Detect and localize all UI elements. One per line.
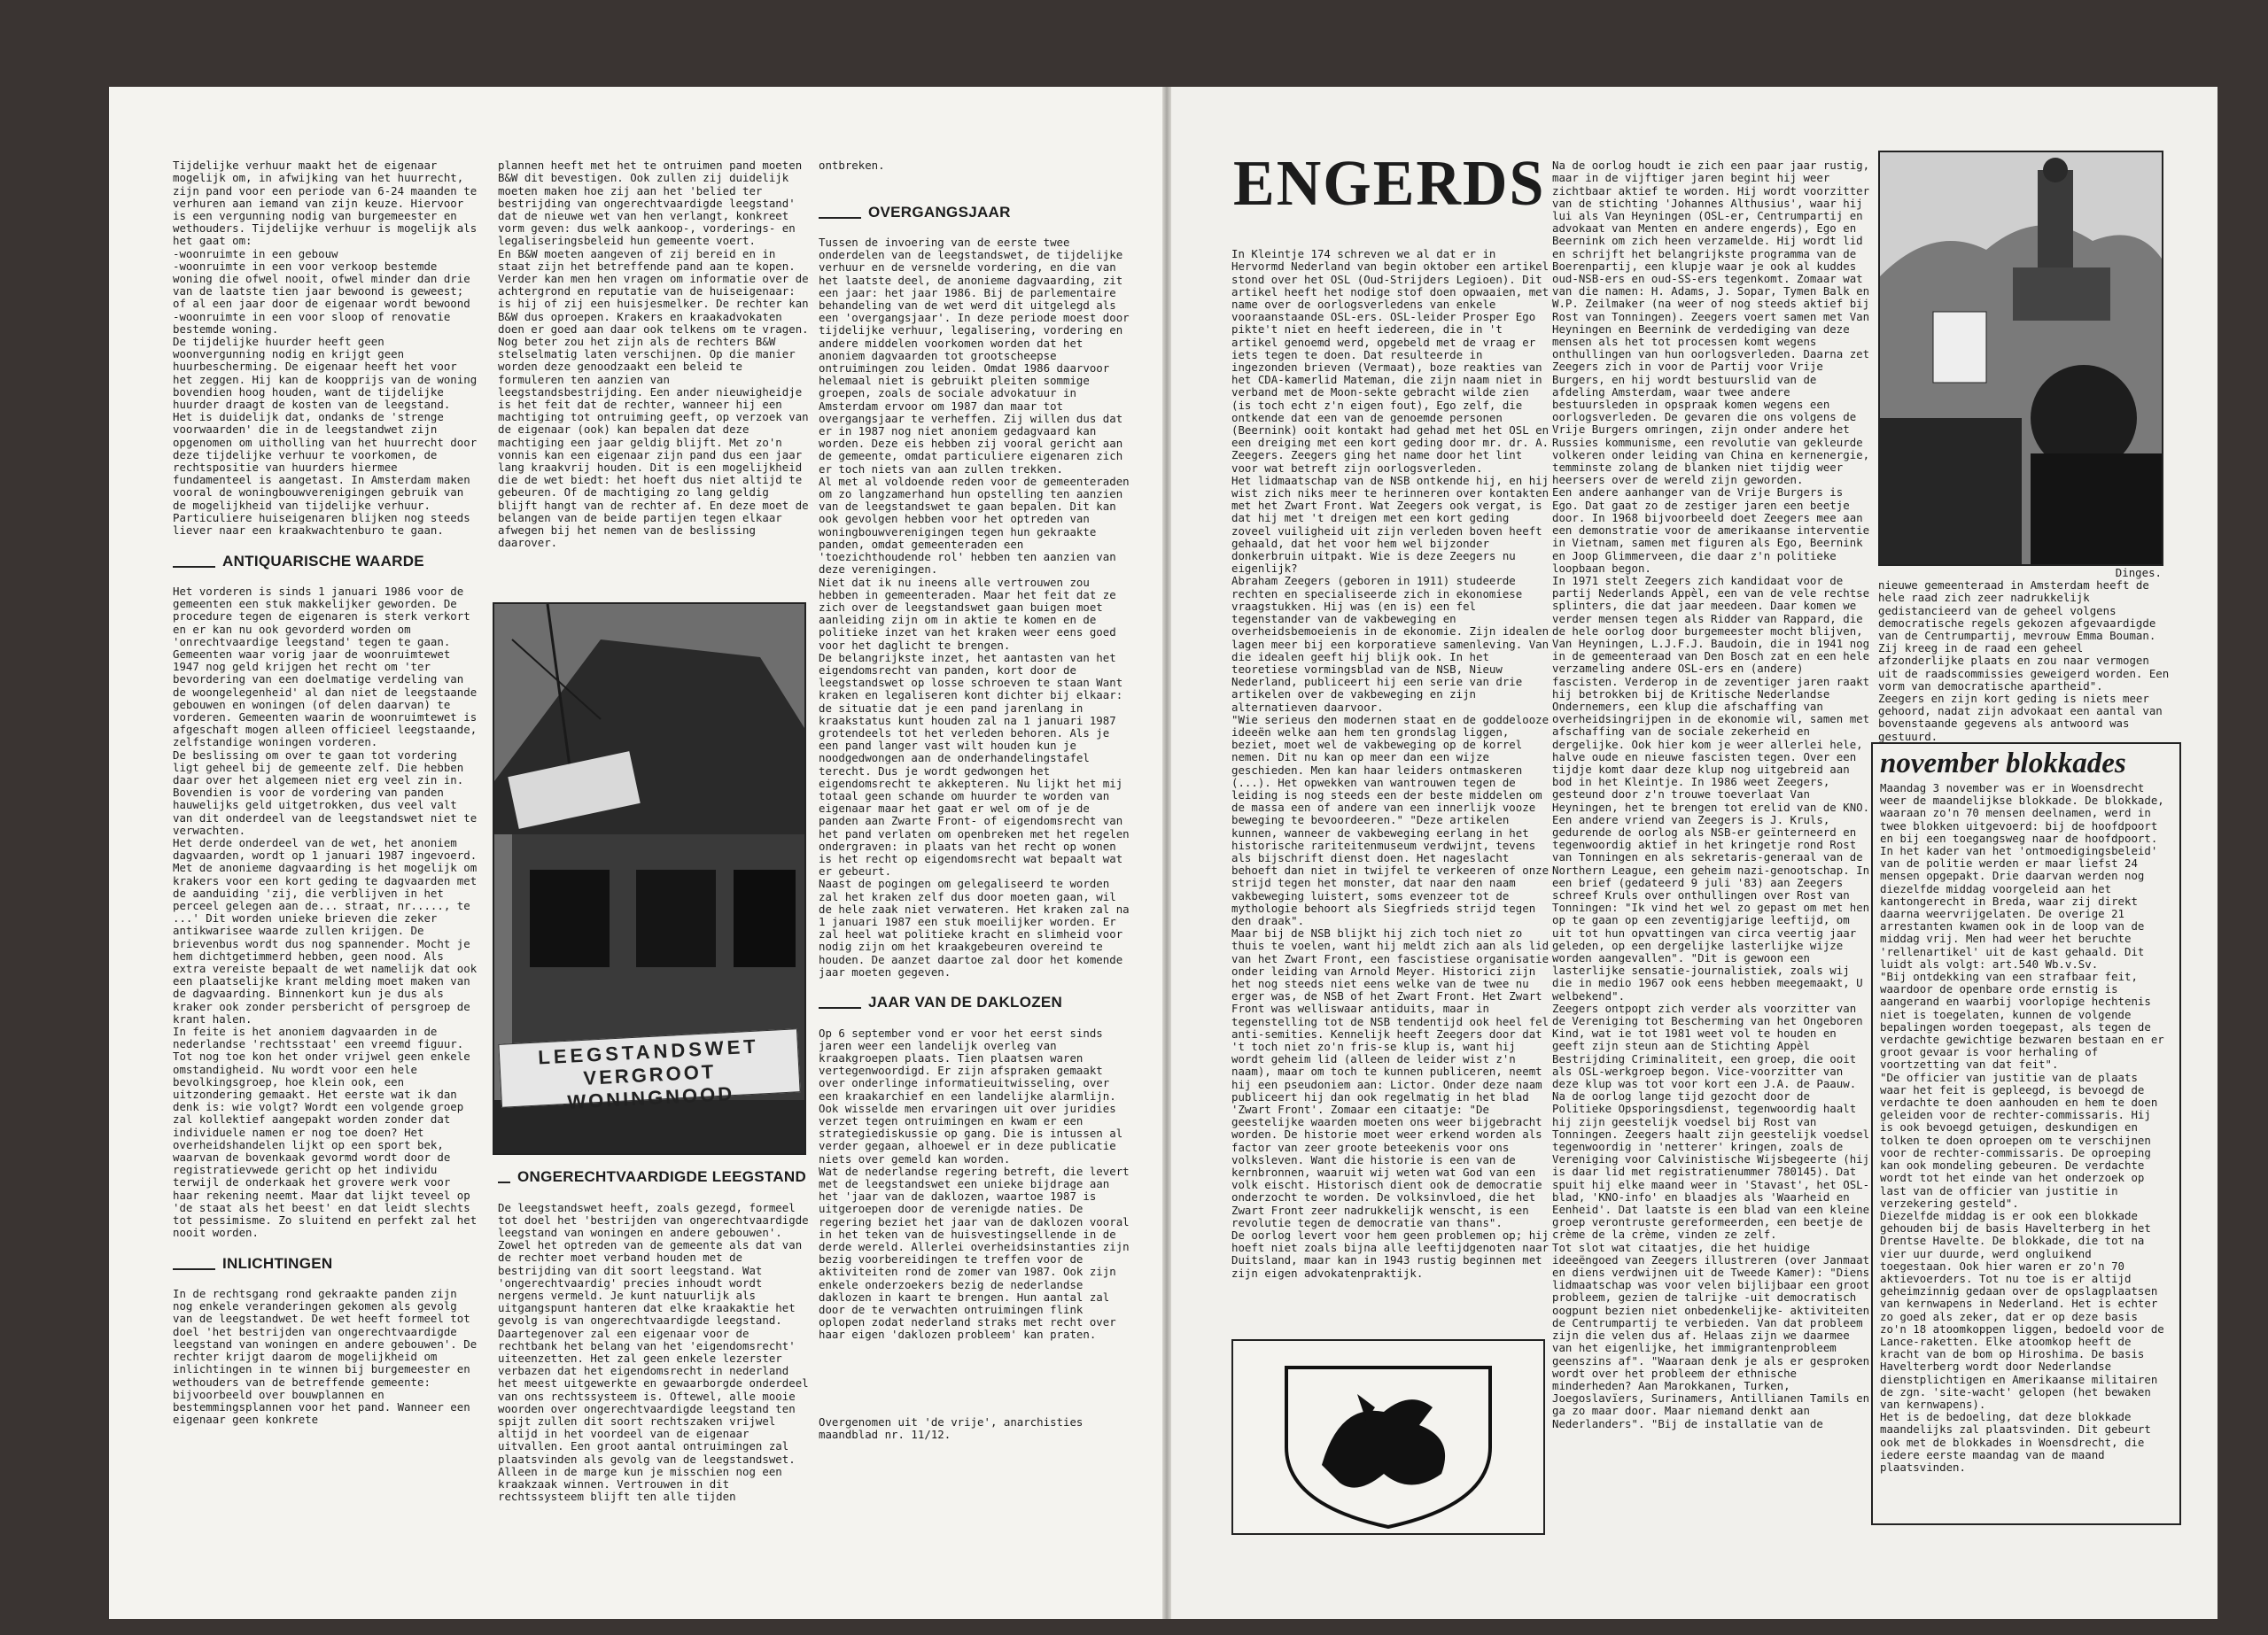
photo-caption: nieuwe gemeenteraad in Amsterdam heeft de hele raad zich zeer nadrukkelijk gedistancieerd van de geheel volgens democratische regels gekozen afgevaardigde van de Centrumpartij, mevrouw Emma Bouman. Zij kreeg in de raad een geheel afzonderlijke plaats en zou naar vermogen uit de raadscommissies geweigerd worden. Een vorm van democratische apartheid". Zeegers en zijn kort geding is niets meer gehoord, nadat zijn advokaat een aantal van bovenstaande gegevens als antwoord was gestuurd. (1878, 578, 2170, 743)
heading-jaar-van-de-daklozen: JAAR VAN DE DAKLOZEN (819, 996, 1130, 1009)
right-column-1 (1231, 236, 1550, 1334)
left-column-3 (819, 147, 1130, 1502)
statue-crowd-illustration (1880, 152, 2162, 564)
intro-text: Tijdelijke verhuur maakt het de eigenaar mogelijk om, in afwijking van het huurrecht, zijn pand voor een periode van 6-24 maanden te verhuren aan iemand van zijn keuze. Hiervoor is een vergunning nodig van burgemeester en wethouders. Tijdelijke verhuur is mogelijk als het gaat om: -woonruimte in een gebouw -woonruimte in een voor verkoop bestemde woning die ofwel nooit, ofwel minder dan drie van de laatste tien jaar bewoond is geweest; of al een jaar door de eigenaar wordt bewoond -woonruimte in een voor sloop of renovatie bestemde woning. De tijdelijke huurder heeft geen woonvergunning nodig en krijgt geen huurbescherming. De eigenaar heeft het voor het zeggen. Hij kan de koopprijs van de woning bovendien hoog houden, want de tijdelijke huurder draagt de kosten van de leegstand. Het is duidelijk dat, ondanks de 'strenge voorwaarden' die in de leegstandwet zijn opgenomen om uitholling van het huurrecht door deze tijdelijke verhuur te voorkomen, de rechtspositie van huurders hiermee fundamenteel is aangetast. In Amsterdam maken vooral de woningbouwverenigingen gebruik van de mogelijkheid van tijdelijke verhuur. Particuliere huiseigenaren blijken nog steeds liever naar een kraakwachtenburo te gaan. (173, 159, 478, 538)
heading-inlichtingen: INLICHTINGEN (173, 1258, 483, 1270)
source-note: Overgenomen uit 'de vrije', anarchisties maandblad nr. 11/12. (819, 1414, 1084, 1442)
left-column-2-bottom (498, 1158, 812, 1548)
engerds-masthead: ENGERDS (1233, 148, 1546, 220)
box-text: Maandag 3 november was er in Woensdrecht weer de maandelijkse blokkade. De blokkade, waaraan zo'n 70 mensen deelnamen, werd in twee blokken uitgevoerd: bij de hoofdpoort en bij een toegangsweg naar de hoofdpoort. In het kader van het 'ontmoedigingsbeleid' van de politie werden er maar liefst 24 mensen opgepakt. Drie daarvan werden nog diezelfde middag voorgeleid aan het kantongerecht in Breda, waar zij direkt daarna weervrijgelaten. De overige 21 arrestanten kwamen ook in de loop van de middag vrij. Men had weer het beruchte 'rellenartikel' uit de kast gehaald. Dit luidt als volgt: art.540 Wb.v.Sv. "Bij ontdekking van een strafbaar feit, waardoor de openbare orde ernstig is aangerand en waarbij voorlopige hechtenis niet is toegelaten, kunnen de volgende bepalingen worden toegepast, als tegen de verdachte gewichtige bezwaren bestaan en er groot gevaar is voor herhaling of voortzetting van dat feit". "De officier van justitie van de plaats waar het feit is gepleegd, is bevoegd de verdachte te doen aanhouden en hem te doen geleiden voor de rechter-commissaris. Hij is ook bevoegd getuigen, deskundigen en tolken te doen oproepen om te verschijnen voor de rechter-commissaris. De oproeping kan ook mondeling gebeuren. De verdachte wordt tot het einde van het onderzoek op last van de officier van justitie in verzekering gesteld". Diezelfde middag is er ook een blokkade gehouden bij de basis Havelterberg in het Drentse Havelte. De blokkade, die tot na vier uur duurde, werd ongluikend toegestaan. Ook hier waren er zo'n 70 aktievoerders. Tot nu toe is er altijd geheimzinnig gedaan over de opslagplaatsen van kernwapens in Nederland. Het is echter zo goed als zeker, dat er op deze basis zo'n 18 atoomkoppen liggen, bedoeld voor de Lance-raketten. Elke atoomkop heeft de kracht van de bom op Hiroshima. De basis Havelterberg wordt door Nederlandse dienstplichtigen en Amerikaanse militairen de zgn. 'site-wacht' gelopen (het bewaken van kernwapens). Het is de bedoeling, dat deze blokkade maandelijks zal plaatsvinden. Dit gebeurt ook met de blokkades in Woensdrecht, die iedere eerste maandag van de maand plaatsvinden. (1880, 781, 2164, 1474)
demonstration-photo (1878, 151, 2163, 566)
daklozen-text: Op 6 september vond er voor het eerst sinds jaren weer een landelijk overleg van kraakgroepen plaats. Tien plaatsen waren vertegenwoordigd. Er zijn afspraken gemaakt over onderlinge informatieuitwisseling, over een kraakarchief en een landelijke alarmlijn. Ook wisselde men ervaringen uit over juridies verzet tegen ontruimingen en kwam er een strategiediskussie op gang. Die is intussen al verder gegaan, alhoewel er in deze publicatie niets over gemeld kan worden. Wat de nederlandse regering betreft, die levert met de leegstandswet een unieke bijdrage aan het 'jaar van de daklozen, waartoe 1987 is uitgeroepen door de verenigde naties. De regering beziet het jaar van de daklozen vooral in het teken van de huisvestingsellende in de derde wereld. Allerlei overheidsinstanties zijn bezig voorbereidingen te treffen voor de aktiviteiten rond de zomer van 1987. Ook zijn enkele onderzoekers bezig de nederlandse daklozen in kaart te brengen. Hun aantal zal door de te verwachten ontruimingen flink oplopen zodat nederland straks met recht over haar eigen 'daklozen probleem' kan praten. (819, 1026, 1130, 1342)
protest-banner: LEEGSTANDSWET VERGROOT WONINGNOOD (498, 1028, 800, 1108)
heading-overgangsjaar: OVERGANGSJAAR (819, 206, 1130, 219)
inlichtingen-text: In de rechtsgang rond gekraakte panden zijn nog enkele veranderingen gekomen als gevolg van de leegstandwet. De wet heeft formeel tot doel 'het bestrijden van ongerechtvaardigde leegstand van woningen en andere gebouwen'. De rechter krijgt daarom de mogelijkheid om inlichtingen in te winnen bij burgemeester en wethouders van de betreffende gemeente: bijvoorbeeld over bouwplannen en bestemmingsplannen voor het pand. Wanneer een eigenaar geen konkrete (173, 1287, 478, 1427)
heading-ongerechtvaardigde-leegstand: ONGERECHTVAARDIGDE LEEGSTAND (498, 1171, 812, 1183)
col3-top-text: ontbreken. (819, 159, 885, 173)
left-column-2-top (498, 147, 812, 590)
right-column-2 (1552, 147, 1873, 1529)
col2-top-text: plannen heeft met het te ontruimen pand moeten B&W dit bevestigen. Ook zullen zij duidelijk moeten maken hoe zij aan het 'belied ter bestrijding van ongerechtvaardigde leegstand' dat de nieuwe wet van hen verlangt, konkreet vorm geven: dus welk aankoop-, vorderings- en legaliseringsbeleid hun gemeente voert. En B&W moeten aangeven of zij bereid en in staat zijn het betreffende pand aan te kopen. Verder kan men hen vragen om informatie over de achtergrond en reputatie van de huiseigenaar: is hij of zij een huisjesmelker. De rechter kan B&W dus oproepen. Krakers en kraakadvokaten doen er goed aan daar ook telkens om te vragen. Nog beter zou het zijn als de rechters B&W stelselmatig laten verschijnen. Op die manier worden deze genoodzaakt een beleid te formuleren ten aanzien van leegstandsbestrijding. Een ander nieuwigheidje is het feit dat de rechter, wanneer hij een machtiging tot ontruiming geeft, op verzoek van de eigenaar (ook) kan bepalen dat deze machtiging een jaar geldig blijft. Met zo'n vonnis kan een eigenaar zijn pand dus een jaar lang kraakvrij houden. Dit is een mogelijkheid die de wet biedt: het hoeft dus niet altijd te gebeuren. Of de machtiging zo lang geldig blijft hangt van de rechter af. En deze moet de belangen van de beide partijen tegen elkaar afwegen bij het nemen van de beslissing daarover. (498, 159, 809, 550)
left-column-1 (173, 147, 483, 1427)
author-signature: Dinges. (2115, 566, 2162, 579)
heading-antiquarische-waarde: ANTIQUARISCHE WAARDE (173, 555, 483, 568)
overgangsjaar-text: Tussen de invoering van de eerste twee onderdelen van de leegstandswet, de tijdelijke verhuur en de versnelde vordering, en die van het laatste deel, de anonieme dagvaarding, zit een jaar: het jaar 1986. Bij de parlementaire behandeling van de wet werd dit uitgelegd als een 'overgangsjaar'. In deze periode moest door tijdelijke verhuur, legalisering, vordering en andere middelen voorkomen worden dat het anoniem dagvaarden tot grootscheepse ontruimingen zou leiden. Omdat 1986 daarvoor helemaal niet is gebruikt pleiten sommige groepen, zoals de sociale advokatuur in Amsterdam ervoor om 1987 dan maar tot overgangsjaar te verheffen. Zij willen dus dat er in 1987 nog niet anoniem gedagvaard kan worden. Deze eis hebben zij vooral gericht aan de gemeente, omdat particuliere eigenaren zich er toch niets van aan zullen trekken. Al met al voldoende reden voor de gemeenteraden om zo langzamerhand hun opstelling ten aanzien van de leegstandswet te gaan bepalen. Dit kan ook gevolgen hebben voor het optreden van woningbouwverenigingen tegen hun gekraakte panden, omdat gemeenteraden een 'toezichthoudende rol' hebben ten aanzien van deze verenigingen. Niet dat ik nu ineens alle vertrouwen zou hebben in gemeenteraden. Maar het feit dat ze zich over de leegstandswet gaan buigen moet aanleiding zijn om in aktie te komen en de politieke inzet van het kraken weer eens goed voor het daglicht te brengen. De belangrijkste inzet, het aantasten van het eigendomsrecht van panden, kort door de leegstandswet op losse schroeven te staan Want kraken en legaliseren kont dichter bij elkaar: de situatie dat je een pand jarenlang in kraakstatus kunt houden zal na 1 januari 1987 grotendeels tot het verleden behoren. Als je een pand langer vast wilt houden kun je noodgedwongen aan de onderhandelingstafel terecht. Dus je wordt gedwongen het eigendomsrecht te akkepteren. Nu lijkt het mij totaal geen schande om huurder te worden van eigenaar maar het gaat er wel om of je de panden aan Zwarte Front- of eigendomsrecht van het pand verlaten om openbreken met het regelen ondergraven: in plaats van het recht op wonen is het recht op eigendomsrecht wat bepaalt wat er gebeurt. Naast de pogingen om gelegaliseerd te worden zal het kraken zelf dus door moeten gaan, wil de hele zaak niet verwateren. Het kraken zal na 1 januari 1987 een stuk moeilijker worden. Er zal heel wat politieke kracht en slimheid voor nodig zijn om het kraakgebeuren overeind te houden. De aanzet daartoe zal door het komende jaar moeten gegeven. (819, 236, 1130, 979)
box-title: november blokkades (1880, 748, 2126, 779)
squat-photo (493, 602, 806, 1155)
ongerechtvaardigde-text: De leegstandswet heeft, zoals gezegd, formeel tot doel het 'bestrijden van ongerechtvaardigde leegstand van woningen en andere gebouwen'. Zowel het optreden van de gemeente als dat van de rechter moet verband houden met de bestrijding van dit soort leegstand. Wat 'ongerechtvaardig' precies inhoudt wordt nergens vermeld. Je kunt natuurlijk als uitgangspunt hanteren dat elke kraakaktie het gevolg is van ongerechtvaardigde leegstand. Daartegenover zal een eigenaar voor de rechtbank het belang van het 'eigendomsrecht' uiteenzetten. Het zal geen enkele lezerster verbazen dat het eigendomsrecht in nederland het meest uitgewerkte en gewaarborgde onderdeel van ons rechtssysteem is. Oftewel, alle mooie woorden over ongerechtvaardigde leegstand ten spijt zullen dit soort rechtszaken vrijwel altijd in het voordeel van de eigenaar uitvallen. Een groot aantal ontruimingen zal plaatsvinden als gevolg van de leegstandswet. Alleen in de marge kun je misschien nog een kraakzaak winnen. Vertrouwen in dit rechtssysteem blijft ten alle tijden (498, 1200, 809, 1504)
center-fold (1162, 87, 1171, 1619)
lion-shield-icon (1233, 1341, 1543, 1533)
antiquarische-text: Het vorderen is sinds 1 januari 1986 voor de gemeenten een stuk makkelijker geworden. De procedure tegen de eigenaren is sterk verkort en er kan nu ook gevorderd worden om 'onrechtvaardige leegstand' tegen te gaan. Gemeenten waar vorig jaar de woonruimtewet 1947 nog geld krijgen het recht om 'ter bevordering van een doelmatige verdeling van de woongelegenheid' al dan niet de leegstaande gebouwen en woningen (of delen daarvan) te vorderen. Gemeenten waarin de woonruimtewet is afgeschaft mogen alleen officieel leegstaande, zelfstandige woningen vorderen. De beslissing om over te gaan tot vordering ligt geheel bij de gemeente zelf. Die hebben daar over het algemeen niet erg veel zin in. Bovendien is voor de vordering van panden hauwelijks geld uitgetrokken, dus veel valt van dit onderdeel van de leegstandswet niet te verwachten. Het derde onderdeel van de wet, het anoniem dagvaarden, wordt op 1 januari 1987 ingevoerd. Met de anonieme dagvaarding is het mogelijk om krakers voor een kort geding te dagvaarden met de aanduiding 'zij, die verblijven in het perceel gelegen aan de... straat, nr....., te ...' Dit worden unieke brieven die zeker antikwarisee waarde zullen krijgen. De brievenbus wordt dus nog spannender. Mocht je hem dichtgetimmerd hebben, geen nood. Als extra vereiste bepaalt de wet namelijk dat ook een plaatselijke krant melding moet maken van de dagvaarding. Binnenkort kun je dus als kraker ook zonder persbericht of persgroep de krant halen. In feite is het anoniem dagvaarden in de nederlandse 'rechtsstaat' een vreemd figuur. Tot nog toe kon het onder vrijwel geen enkele omstandigheid. Nu wordt voor een hele bevolkingsgroep, hoe klein ook, een uitzondering gemaakt. Het eerste wat ik dan denk is: wie volgt? Wordt een volgende groep zal kollektief aangepakt worden zonder dat individuele namen er nog toe doen? Het overheidshandelen lijkt op een sport bek, waarvan de bovenkaak gevormd wordt door de registratievwede gericht op het individu terwijl de onderkaak het grovere werk voor haar rekening neemt. Maar dat lijkt teveel op 'de staat als het beest' en dat leidt slechts tot pessimisme. Zo sluitend en perfekt zal het nooit worden. (173, 584, 478, 1240)
november-blokkades-box (1871, 742, 2181, 1525)
emblem-box (1231, 1339, 1545, 1535)
engerds-text: In Kleintje 174 schreven we al dat er in Hervormd Nederland van begin oktober een artikel stond over het OSL (Oud-Strijders Legioen). Dit artikel heeft het nodige stof doen opwaaien, met name over de oorlogsverledens van enkele vooraanstaande OSL-ers. OSL-leider Prosper Ego pikte't niet en heeft iedereen, die in 't artikel genoemd werd, opgebeld met de vraag er iets tegen te doen. Dat resulteerde in ingezonden brieven (Vermaat), boze reakties van het CDA-kamerlid Mateman, die zijn naam niet in verband met de Moon-sekte gebracht wilde zien (is toch echt z'n eigen fout), Ego zelf, die ontkende dat een van de genoemde personen (Beernink) ooit kontakt had gehad met het OSL en een dreiging met een kort geding door mr. dr. A. Zeegers. Zeegers ging het name door het lint voor wat betreft zijn oorlogsverleden. Het lidmaatschap van de NSB ontkende hij, en hij wist zich niks meer te herinneren over kontakten met het Zwart Front. Wat Zeegers ook vergat, is dat hij met 't dreigen met een kort geding zoveel vuiligheid uit zijn verleden boven heeft gehaald, dat het voor hem wel bijzonder donkerbruin uitpakt. Wie is deze Zeegers nu eigenlijk? Abraham Zeegers (geboren in 1911) studeerde rechten en specialiseerde zich in ekonomiese vraagstukken. Hij was (en is) een fel tegenstander van de vakbeweging en overheidsbemoeienis in de ekonomie. Zijn idealen lagen meer bij een korporatieve samenleving. Van die idealen geeft hij blijk ook. In het teoretiese vormingsblad van de NSB, Nieuw Nederland, publiceert hij een serie van drie artikelen over de vakbeweging en zijn alternatieven daarvoor. "Wie serieus den modernen staat en de goddelooze ideeën welke aan hem ten grondslag liggen, beziet, moet wel de vakbeweging op de korrel nemen. Dit nu kan op meer dan een wijze geschieden. Men kan haar leiders ontmaskeren (...). Het opwekken van wantrouwen tegen de leiding is nog steeds een der beste middelen om de massa een of andere van een innerlijk vooze beweging te bevoordeeren." "Deze artikelen kunnen, wanneer de vakbeweging eerlang in het historische rariteitenmuseum verdwijnt, tevens als bijschrift dienst doen. Het nageslacht behoeft dan niet in twijfel te verkeeren of onze strijd tegen het monster, dat naar den naam vakbeweging luistert, soms evenzeer tot de mythologie behoort als Siegfrieds strijd tegen den draak". Maar bij de NSB blijkt hij zich toch niet zo thuis te voelen, want hij meldt zich aan als lid van het Zwart Front, een fascistiese organisatie onder leiding van Arnold Meyer. Historici zijn het nog steeds niet eens welke van de twee nu erger was, de NSB of het Zwart Front. Het Zwart Front was welliswaar antiduits, maar in tegenstelling tot de NSB tendentijd ook heel fel anti-semities. Kennelijk heeft Zeegers door dat 't toch niet zo'n fris-se klup is, want hij wordt geheim lid (alleen de leider wist z'n naam), maar om toch te kunnen publiceren, neemt hij een pseudoniem aan: Lictor. Onder deze naam publiceert hij dan ook regelmatig in het blad 'Zwart Front'. Zomaar een citaatje: "De geestelijke waarden moeten ons weer bijgebracht worden. De historie moet weer erkend worden als factor van zeer groote beteekenis voor ons volksleven. Want die historie is een van de kernbronnen, waaruit wij weten wat God van een volk eischt. Historisch dient ook de democratie onderzocht te worden. De volksinvloed, die het Zwart Front zeer nadrukkelijk wenscht, is een revolutie tegen de democratie van thans". De oorlog levert voor hem geen problemen op; hij hoeft niet zoals bijna alle leeftijdgenoten naar Duitsland, maar kan in 1943 rustig beginnen met zijn eigen advokatenpraktijk. (1231, 247, 1550, 1280)
engerds-continued-text: Na de oorlog houdt ie zich een paar jaar rustig, maar in de vijftiger jaren begint hij weer zichtbaar aktief te worden. Hij wordt voorzitter van de stichting 'Johannes Althusius', waar hij lui als Van Heyningen (OSL-er, Centrumpartij en advokaat van Menten en andere engerds), Ego en Beernink om zich heen verzamelde. Hij wordt lid en schrijft het belangrijkste programma van de Boerenpartij, een klupje waar je ook al kuddes oud-NSB-ers en oud-SS-ers tegenkomt. Zomaar wat van die namen: H. Adams, J. Sopar, Tymen Balk en W.P. Zeilmaker (na weer of nog steeds aktief bij Rost van Tonningen). Zeegers voert samen met Van Heyningen en Beernink de verdediging van deze mensen als het tot processen komt wegens onthullingen van hun oorlogsverleden. Daarna zet Zeegers zich in voor de Partij voor Vrije Burgers, en hij wordt bestuurslid van de afdeling Amsterdam, waar twee andere bestuursleden in opspraak komen wegens een oorlogsverleden. De gevaren die ons volgens de Vrije Burgers omringen, zijn onder andere het Russies kommunisme, een revolutie van gekleurde volkeren onder leiding van China en kernenergie, temminste zolang de blanken niet tijdig weer heersers over de wereld zijn geworden. Een andere aanhanger van de Vrije Burgers is Ego. Dat gaat zo de zestiger jaren een beetje door. In 1968 bijvoorbeeld doet Zeegers mee aan een demonstratie voor de amerikaanse interventie in Vietnam, samen met figuren als Ego, Beernink en Joop Glimmerveen, die daar z'n politieke loopbaan begon. In 1971 stelt Zeegers zich kandidaat voor de partij Nederlands Appèl, een van de vele rechtse splinters, die dat jaar meedeen. Daar komen we verder mensen tegen als Ridder van Rappard, die de hele oorlog door burgemeester mocht blijven, Van Heyningen, L.J.F.J. Baudoin, die in 1941 nog in de gemeenteraad van Den Bosch zat en een hele verzameling andere OSL-ers en (andere) fascisten. Verderop in de zeventiger jaren raakt hij betrokken bij de Kritische Nederlandse Ondernemers, een klup die afschaffing van overheidsingrijpen in de ekonomie wil, samen met afschaffing van de sociale zekerheid en dergelijke. Ook hier kom je weer allerlei hele, halve oude en nieuwe fascisten tegen. Over een tijdje komt daar deze klup nog uitgebreid aan bod in het Kleintje. In 1986 weet Zeegers, gesteund door z'n trouwe toeverlaat Van Heyningen, het te brengen tot erelid van de KNO. Een andere vriend van Zeegers is J. Kruls, gedurende de oorlog als NSB-er geïnterneerd en tegenwoordig aktief in het kringetje rond Rost van Tonningen en als sekretaris-generaal van de Northern League, een geheim nazi-genootschap. In een brief (gedateerd 9 juli '83) aan Zeegers schreef Kruls over onthullingen over Rost van Tonningen: "Ik vind het wel zo gepast om met hen op te gaan op een zeventigjarige leeftijd, om uit tot hun opvattingen van circa veertig jaar geleden, op een dergelijke lasterlijke wijze worden aangevallen". "Dit is gewoon een lasterlijke sensatie-journalistiek, zoals wij die in medio 1967 ook eens hebben meegemaakt, U welbekend". Zeegers ontpopt zich verder als voorzitter van de Vereniging tot Bescherming van het Ongeboren Kind, wat ie tot 1981 weet vol te houden en geeft zijn steun aan de Stichting Appèl Bestrijding Criminaliteit, een groep, die ooit als OSL-werkgroep begon. Vice-voorzitter van deze klup was tot voor kort een J.A. de Paauw. Na de oorlog lange tijd gezocht door de Politieke Opsporingsdienst, tegenwoordig haalt hij zijn geestelijk voedsel bij Rost van Tonningen. Zeegers haalt zijn geestelijk voedsel tegenwoordig in 'netterer' kringen, zoals de Vereniging voor Calvinistische Wijsbegeerte (hij is daar lid met registratienummer 780145). Dat spuit hij elke maand weer in 'Stavast', het OSL-blad, 'KNO-info' en blaadjes als 'Waarheid en Eenheid'. Dat laatste is een blad van een kleine groep verontruste gereformeerden, een beetje de crème de la crème, vinden ze zelf. Tot slot wat citaatjes, die het huidige ideeëngoed van Zeegers illustreren (over Janmaat en diens verdwijnen uit de Tweede Kamer): "Diens lidmaatschap was voor velen bijlijbaar een groot probleem, gezien de talrijke -uit democratisch oogpunt bezien niet onbedenkelijke- aktiviteiten de Centrumpartij te verbieden. Van dat probleem zijn die velen dus af. Helaas zijn we daarmee van het eigenlijke, het immigrantenprobleem geenszins af". "Waaraan denk je als er gesproken wordt over het probleem der ethnische minderheden? Aan Marokkanen, Turken, Joegoslavïers, Surinamers, Antillianen Tamils en ga zo maar door. Maar niemand denkt aan Nederlanders". "Bij de installatie van de (1552, 159, 1870, 1430)
